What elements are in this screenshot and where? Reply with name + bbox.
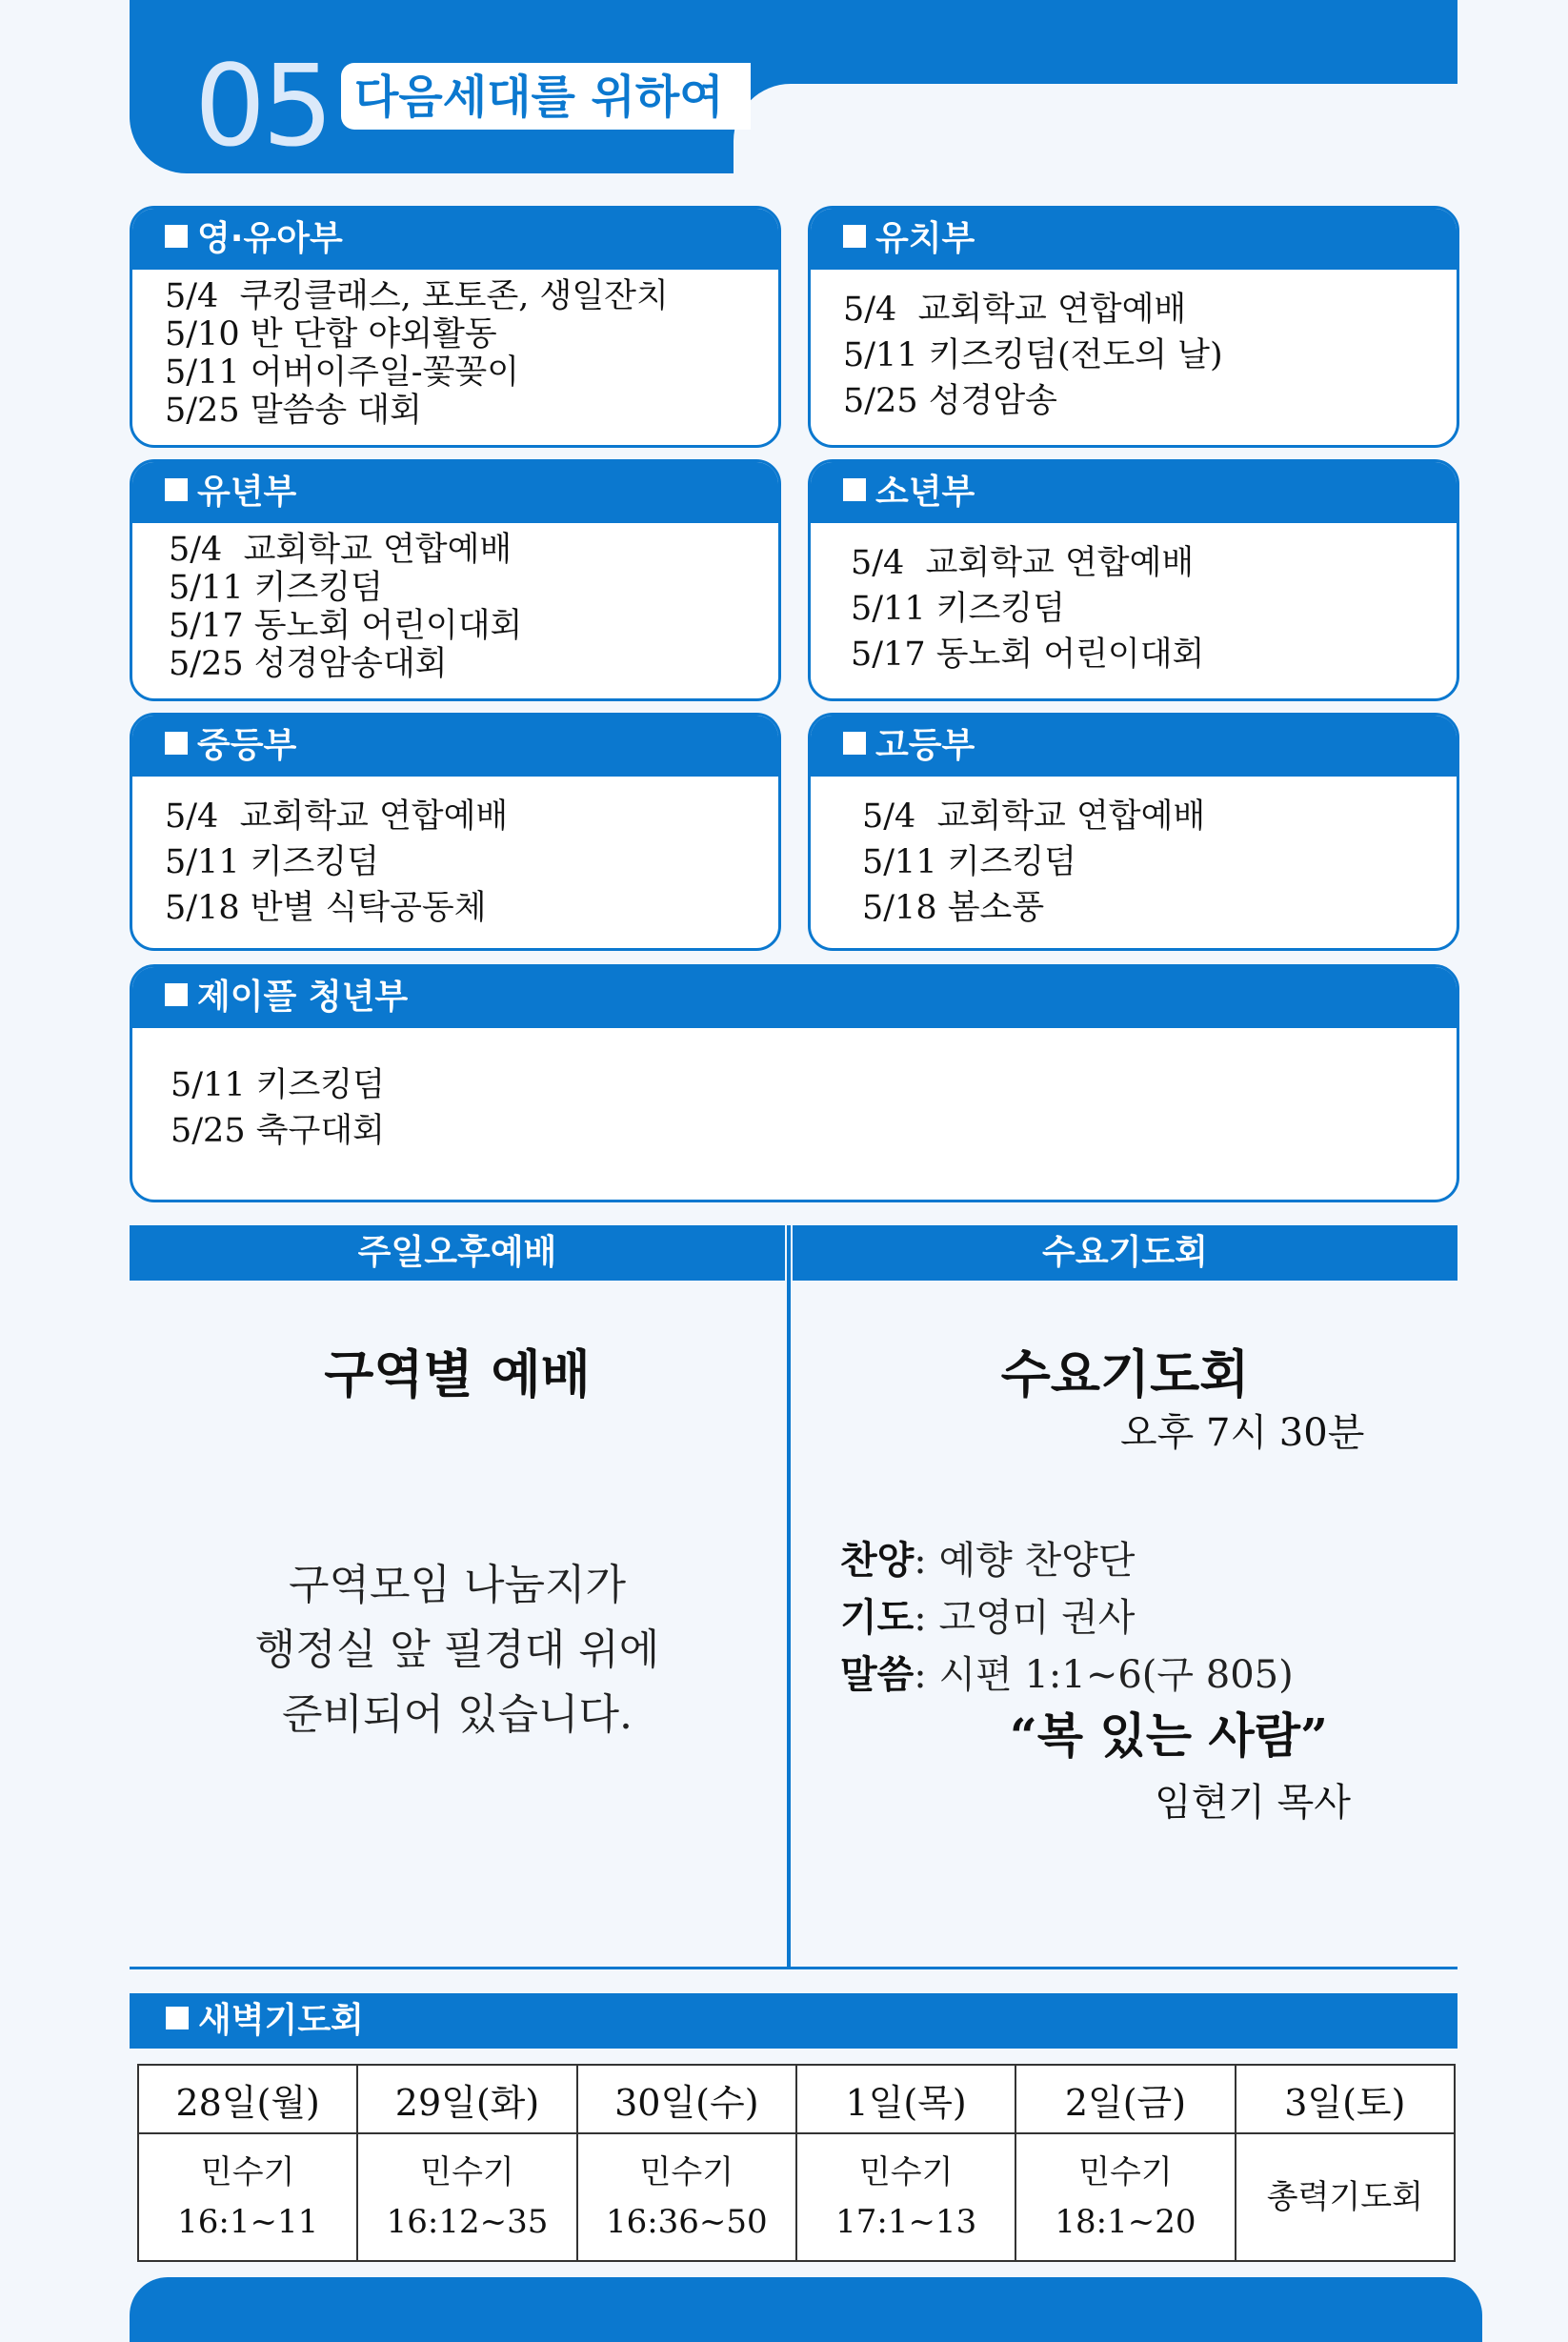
saturday-cell: 총력기도회 (1236, 2133, 1455, 2261)
square-bullet-icon (165, 225, 188, 248)
day-cell: 3일(토) (1236, 2065, 1455, 2133)
footer-bar (130, 2277, 1482, 2342)
section-title: 다음세대를 위하여 (354, 71, 724, 124)
dept-title: 중등부 (165, 725, 296, 767)
dept-schedule: 5/4 교회학교 연합예배 5/11 키즈킹덤 5/18 봄소풍 (862, 797, 1206, 927)
square-bullet-icon (165, 478, 188, 501)
section-divider (130, 1967, 1457, 1969)
square-bullet-icon (843, 225, 866, 248)
table-row (138, 2065, 1455, 2133)
scripture-cell: 민수기 17:1~13 (796, 2133, 1015, 2261)
dept-box-middle (130, 713, 781, 951)
dept-box-youth (130, 964, 1459, 1202)
dept-box-kindergarten (808, 206, 1459, 448)
dept-schedule: 5/4 교회학교 연합예배 5/11 키즈킹덤 5/17 동노회 어린이대회 5/25 성경암송대회 (169, 531, 523, 683)
wednesday-time: 오후 7시 30분 (1120, 1411, 1365, 1455)
header-cutout (734, 84, 1457, 173)
square-bullet-icon (165, 732, 188, 755)
day-cell: 1일(목) (796, 2065, 1015, 2133)
dawn-prayer-table (137, 2064, 1456, 2262)
square-bullet-icon (166, 2007, 189, 2029)
square-bullet-icon (165, 983, 188, 1006)
dept-title: 고등부 (843, 725, 975, 767)
dept-title: 영·유아부 (165, 218, 343, 260)
dept-schedule: 5/4 쿠킹클래스, 포토존, 생일잔치 5/10 반 단합 야외활동 5/11 어버이주일-꽃꽂이 5/25 말씀송 대회 (165, 277, 669, 430)
dept-schedule: 5/11 키즈킹덤 5/25 축구대회 (171, 1066, 385, 1150)
scripture-cell: 민수기 18:1~20 (1015, 2133, 1235, 2261)
dawn-prayer-title: 새벽기도회 (166, 1998, 364, 2044)
wednesday-word: 말씀: 시편 1:1~6(구 805) (840, 1652, 1294, 1697)
section-number: 05 (194, 40, 331, 172)
sunday-pm-bar: 주일오후예배 (130, 1225, 785, 1281)
table-row (138, 2133, 1455, 2261)
dept-box-infant (130, 206, 781, 448)
dept-box-primary (130, 459, 781, 701)
sunday-pm-notice: 구역모임 나눔지가 행정실 앞 필경대 위에 준비되어 있습니다. (254, 1561, 660, 1739)
dept-title: 제이플 청년부 (165, 977, 408, 1019)
day-cell: 30일(수) (577, 2065, 796, 2133)
dept-schedule: 5/4 교회학교 연합예배 5/11 키즈킹덤 5/17 동노회 어린이대회 (851, 544, 1205, 674)
wednesday-title: 수요기도회 (1000, 1343, 1250, 1404)
day-cell: 28일(월) (138, 2065, 357, 2133)
sunday-pm-title: 구역별 예배 (324, 1343, 591, 1404)
dept-schedule: 5/4 교회학교 연합예배 5/11 키즈킹덤 5/18 반별 식탁공동체 (165, 797, 509, 927)
dept-title: 유치부 (843, 218, 975, 260)
wednesday-praise: 찬양: 예향 찬양단 (840, 1538, 1136, 1583)
wednesday-bar: 수요기도회 (793, 1225, 1457, 1281)
dept-box-junior (808, 459, 1459, 701)
sermon-title: “복 있는 사람” (1010, 1707, 1328, 1764)
dept-title: 소년부 (843, 472, 975, 514)
square-bullet-icon (843, 732, 866, 755)
scripture-cell: 민수기 16:36~50 (577, 2133, 796, 2261)
day-cell: 2일(금) (1015, 2065, 1235, 2133)
wednesday-prayer: 기도: 고영미 권사 (840, 1595, 1136, 1640)
dept-schedule: 5/4 교회학교 연합예배 5/11 키즈킹덤(전도의 날) 5/25 성경암송 (843, 291, 1223, 420)
column-divider (787, 1225, 791, 1968)
scripture-cell: 민수기 16:12~35 (357, 2133, 576, 2261)
dept-box-high (808, 713, 1459, 951)
day-cell: 29일(화) (357, 2065, 576, 2133)
square-bullet-icon (843, 478, 866, 501)
preacher-name: 임현기 목사 (1155, 1781, 1351, 1825)
dept-title: 유년부 (165, 472, 296, 514)
scripture-cell: 민수기 16:1~11 (138, 2133, 357, 2261)
